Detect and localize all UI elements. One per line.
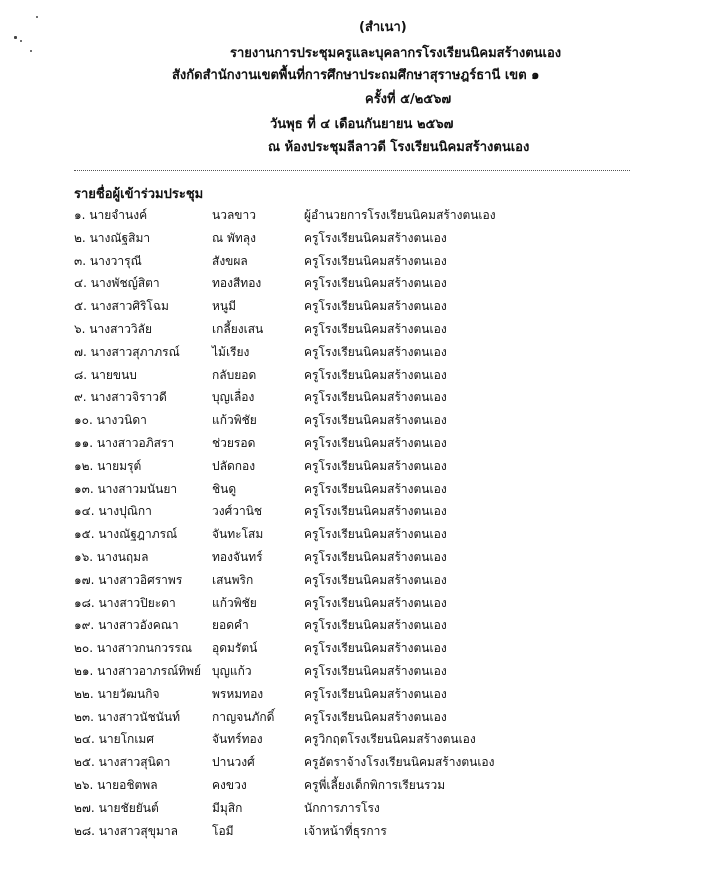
attendee-number-name (74, 731, 154, 747)
attendee-number-name (74, 367, 137, 383)
attendee-number: ๗. (74, 344, 87, 359)
attendee-row (74, 207, 674, 227)
attendee-name: นางสาวอภิสรา (96, 436, 175, 450)
session-number: ครั้งที่ ๕/๒๕๖๗ (365, 92, 452, 107)
attendee-number-name (74, 777, 158, 793)
attendee-row (74, 389, 674, 409)
attendee-surname: ยอดคำ (212, 618, 249, 633)
scan-speck (36, 16, 38, 18)
attendee-number-name (74, 207, 147, 223)
attendee-number-name (74, 595, 176, 611)
attendee-position: ครูโรงเรียนนิคมสร้างตนเอง (304, 230, 447, 245)
scan-specks (14, 14, 54, 54)
attendee-name: นางสาวสุนิดา (98, 755, 171, 770)
attendee-row (74, 800, 674, 820)
attendee-number: ๕. (74, 299, 87, 314)
attendee-surname: จันทะโสม (212, 527, 264, 542)
report-title: รายงานการประชุมครูและบุคลากรโรงเรียนนิคมสร้างตนเอง (230, 46, 562, 61)
attendee-row (74, 435, 674, 455)
attendee-number: ๑๑. (74, 436, 94, 450)
attendee-surname: ทองจันทร์ (212, 550, 263, 564)
attendee-name: นางสาวนัชนันท์ (97, 709, 181, 724)
attendee-surname: ชินดู (212, 481, 237, 496)
attendee-number: ๒๑. (74, 664, 94, 678)
attendee-number-name (74, 481, 177, 497)
attendee-number-name (74, 503, 152, 519)
attendee-number-name (74, 389, 167, 405)
attendee-number: ๘. (74, 367, 88, 382)
attendee-position: ครูโรงเรียนนิคมสร้างตนเอง (304, 618, 447, 633)
attendee-position: ครูวิกฤตโรงเรียนนิคมสร้างตนเอง (304, 732, 476, 747)
attendee-name: นายอชิตพล (97, 778, 158, 792)
attendee-position: ครูโรงเรียนนิคมสร้างตนเอง (304, 458, 447, 473)
attendee-position: ครูโรงเรียนนิคมสร้างตนเอง (304, 550, 447, 564)
attendee-row (74, 344, 674, 364)
attendee-surname: สังขผล (212, 253, 248, 268)
attendee-number-name (74, 663, 201, 679)
attendee-number: ๑๙. (74, 618, 95, 633)
attendee-name: นางสาวสุขุมาล (98, 823, 178, 838)
attendee-number-name (74, 526, 177, 542)
attendee-row (74, 617, 674, 637)
attendee-name: นางสาวอาภรณ์ทิพย์ (97, 664, 202, 678)
attendee-number-name (74, 640, 192, 656)
attendee-name: นางพัชญ์สิตา (90, 276, 160, 291)
attendee-surname: มีมุสิก (212, 800, 243, 815)
attendee-number: ๒๘. (74, 823, 95, 838)
scan-speck (20, 40, 22, 42)
attendee-number: ๑๐. (74, 413, 93, 428)
attendee-number-name (74, 321, 152, 337)
dotted-separator (74, 170, 630, 171)
attendee-name: นางณัฐสิมา (89, 230, 151, 245)
attendee-row (74, 709, 674, 729)
attendee-position: ครูโรงเรียนนิคมสร้างตนเอง (304, 481, 447, 496)
attendee-number: ๑๗. (74, 572, 95, 587)
attendee-surname: ไม้เรียง (212, 344, 250, 359)
attendee-row (74, 230, 674, 250)
attendee-name: นายมรุต์ (97, 458, 142, 473)
attendee-position: ครูโรงเรียนนิคมสร้างตนเอง (304, 504, 447, 519)
attendee-number: ๒๓. (74, 709, 94, 724)
attendee-number: ๖. (74, 322, 86, 336)
scan-speck (14, 36, 17, 39)
attendee-row (74, 549, 674, 569)
attendee-surname: ปานวงศ์ (212, 755, 255, 770)
attendee-name: นางสาวกนกวรรณ (96, 641, 192, 656)
attendee-surname: คงขวง (212, 778, 247, 792)
attendee-name: นางนฤมล (96, 550, 149, 564)
attendee-position: ครูโรงเรียนนิคมสร้างตนเอง (304, 572, 447, 587)
attendee-number-name (74, 572, 182, 588)
attendee-surname: กาญจนภักดิ์ (212, 709, 275, 724)
attendee-name: นางสาววิลัย (89, 322, 152, 336)
attendee-position: ครูโรงเรียนนิคมสร้างตนเอง (304, 595, 447, 610)
attendee-surname: วงศ์วานิช (212, 504, 263, 519)
attendee-position: เจ้าหน้าที่ธุรการ (304, 823, 387, 838)
attendee-row (74, 754, 674, 774)
attendee-number: ๑๘. (74, 595, 95, 610)
attendee-name: นางสาวศิริโฉม (90, 299, 169, 314)
attendee-number-name (74, 686, 160, 702)
attendee-number-name (74, 275, 160, 291)
attendees-heading: รายชื่อผู้เข้าร่วมประชุม (74, 187, 204, 202)
attendee-row (74, 595, 674, 615)
attendee-surname: ปลัดกอง (212, 458, 256, 473)
attendee-name: นายโกเมศ (98, 732, 154, 747)
attendee-number: ๒๗. (74, 800, 95, 815)
copy-mark: (สำเนา) (359, 20, 407, 35)
attendee-surname: เกลี้ยงเสน (212, 322, 264, 336)
attendee-position: ครูโรงเรียนนิคมสร้างตนเอง (304, 641, 447, 656)
attendee-name: นางสาวมนันยา (97, 481, 178, 496)
attendee-position: ครูโรงเรียนนิคมสร้างตนเอง (304, 344, 447, 359)
attendee-name: นายจำนงค์ (89, 208, 148, 222)
attendee-position: ครูโรงเรียนนิคมสร้างตนเอง (304, 664, 447, 678)
attendee-surname: อุดมรัตน์ (212, 641, 258, 656)
attendee-row (74, 777, 674, 797)
attendee-number-name (74, 298, 169, 314)
attendee-row (74, 298, 674, 318)
attendee-surname: นวลขาว (212, 208, 256, 222)
attendee-row (74, 526, 674, 546)
attendee-number: ๔. (74, 276, 87, 291)
attendee-row (74, 503, 674, 523)
attendee-row (74, 823, 674, 843)
attendee-row (74, 458, 674, 478)
attendee-name: นางปุณิกา (98, 504, 152, 519)
attendee-number-name (74, 435, 174, 451)
attendee-row (74, 640, 674, 660)
attendee-row (74, 731, 674, 751)
attendee-row (74, 481, 674, 501)
attendee-number-name (74, 230, 150, 246)
attendee-number-name (74, 344, 180, 360)
attendee-surname: จันทร์ทอง (212, 732, 263, 747)
attendee-number-name (74, 800, 159, 816)
attendee-number: ๒๖. (74, 778, 94, 792)
attendee-row (74, 367, 674, 387)
attendee-surname: บุญแก้ว (212, 664, 252, 678)
attendee-surname: โอมี (212, 823, 234, 838)
attendee-number: ๒๒. (74, 686, 94, 701)
scan-speck (30, 50, 32, 52)
attendee-number: ๓. (74, 253, 87, 268)
attendee-surname: เสนพริก (212, 572, 254, 587)
attendee-position: ครูโรงเรียนนิคมสร้างตนเอง (304, 527, 447, 542)
attendee-number-name (74, 823, 178, 839)
attendee-name: นางสาวจิราวดี (90, 390, 167, 405)
attendee-surname: กลับยอด (212, 367, 257, 382)
attendee-name: นางสาวอังคณา (98, 618, 179, 633)
attendee-row (74, 275, 674, 295)
attendee-position: ครูพี่เลี้ยงเด็กพิการเรียนรวม (304, 778, 446, 792)
attendee-position: ครูโรงเรียนนิคมสร้างตนเอง (304, 390, 447, 405)
attendee-surname: แก้วพิชัย (212, 595, 257, 610)
attendee-number: ๒๔. (74, 732, 95, 747)
attendee-surname: บุญเลื่อง (212, 390, 255, 405)
attendee-surname: ณ พัทลุง (212, 230, 256, 245)
attendee-row (74, 686, 674, 706)
attendee-name: นางสาวสุภาภรณ์ (90, 344, 180, 359)
attendee-position: ครูโรงเรียนนิคมสร้างตนเอง (304, 709, 447, 724)
attendee-position: ผู้อำนวยการโรงเรียนนิคมสร้างตนเอง (304, 208, 496, 222)
attendee-number-name (74, 617, 179, 633)
attendee-row (74, 663, 674, 683)
attendee-surname: ทองสีทอง (212, 276, 262, 291)
attendee-number-name (74, 754, 170, 770)
attendee-name: นางสาวปิยะดา (98, 595, 176, 610)
attendee-row (74, 253, 674, 273)
attendee-number-name (74, 253, 142, 269)
attendee-name: นางวนิดา (96, 413, 147, 428)
attendee-number: ๒. (74, 230, 86, 245)
attendee-position: ครูโรงเรียนนิคมสร้างตนเอง (304, 253, 447, 268)
attendee-surname: พรหมทอง (212, 686, 264, 701)
attendee-number: ๑๔. (74, 504, 95, 519)
attendee-name: นายขนบ (90, 367, 137, 382)
meeting-date: วันพุธ ที่ ๔ เดือนกันยายน ๒๕๖๗ (270, 117, 454, 132)
attendee-number: ๑. (74, 208, 86, 222)
attendee-number-name (74, 412, 147, 428)
attendee-position: ครูโรงเรียนนิคมสร้างตนเอง (304, 367, 447, 382)
attendee-name: นายวัฒนกิจ (97, 686, 160, 701)
attendee-position: นักการภารโรง (304, 800, 380, 815)
attendee-number: ๑๖. (74, 550, 94, 564)
attendee-number-name (74, 549, 148, 565)
attendee-row (74, 412, 674, 432)
attendee-number-name (74, 709, 180, 725)
attendee-number: ๒๕. (74, 755, 95, 770)
attendee-position: ครูโรงเรียนนิคมสร้างตนเอง (304, 436, 447, 450)
attendee-number-name (74, 458, 141, 474)
attendee-position: ครูโรงเรียนนิคมสร้างตนเอง (304, 686, 447, 701)
attendee-number: ๒๐. (74, 641, 94, 656)
attendee-number: ๑๕. (74, 527, 95, 542)
attendee-position: ครูอัตราจ้างโรงเรียนนิคมสร้างตนเอง (304, 755, 495, 770)
attendee-row (74, 321, 674, 341)
attendee-name: นางวารุณี (89, 253, 142, 268)
attendee-row (74, 572, 674, 592)
attendee-number: ๑๒. (74, 458, 94, 473)
attendee-surname: ช่วยรอด (212, 436, 256, 450)
attendee-surname: หนูมี (212, 299, 237, 314)
attendee-number: ๑๓. (74, 481, 94, 496)
attendee-name: นางสาวอิศราพร (98, 572, 183, 587)
attendee-position: ครูโรงเรียนนิคมสร้างตนเอง (304, 322, 447, 336)
attendee-name: นางณัฐฎาภรณ์ (98, 527, 178, 542)
attendee-position: ครูโรงเรียนนิคมสร้างตนเอง (304, 276, 447, 291)
meeting-venue: ณ ห้องประชุมลีลาวดี โรงเรียนนิคมสร้างตนเอง (268, 140, 530, 155)
affiliation-line: สังกัดสำนักงานเขตพื้นที่การศึกษาประถมศึกษาสุราษฎร์ธานี เขต ๑ (172, 68, 540, 83)
attendee-number: ๙. (74, 390, 87, 405)
attendee-position: ครูโรงเรียนนิคมสร้างตนเอง (304, 413, 447, 428)
attendee-name: นายชัยยันต์ (98, 800, 159, 815)
attendee-surname: แก้วพิชัย (212, 413, 257, 428)
attendee-position: ครูโรงเรียนนิคมสร้างตนเอง (304, 299, 447, 314)
